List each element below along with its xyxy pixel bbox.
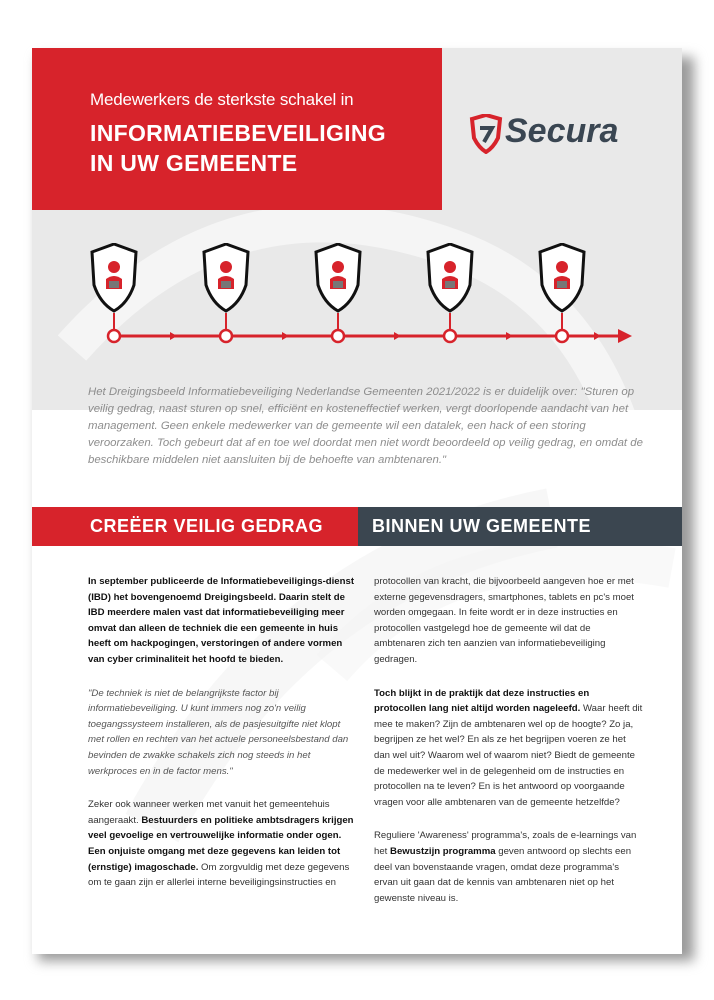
left-p3-bold: Bestuurders en politieke ambtsdragers krijgen veel gevoelige en vertrouwelijke informatie onder ogen. Een onjuiste omgang met deze gegevens kan leiden tot (ernstige) imagoschade. [88,814,354,873]
right-p3-start: Reguliere 'Awareness' programma's, zoals de e-learnings van het [374,830,637,857]
section-heading-right: BINNEN UW GEMEENTE [358,507,682,546]
timeline-step-4 [428,244,472,342]
header-red-block [32,48,442,210]
right-paragraph-3 [374,828,644,906]
secura-shield-logo-icon [469,114,503,154]
header-kicker: Medewerkers de sterkste schakel in [90,90,354,109]
left-p3-tail: Om zorgvuldig met deze gegevens om te gaan zijn er allerlei interne beveiligingsinstructies en [88,861,350,889]
timeline-step-2 [204,244,248,342]
secura-logo [469,110,649,154]
right-p3-end: geven antwoord op slechts een deel van bovenstaande vragen, omdat deze programma's ervan uit gaan dat de kennis van ambtenaren niet op het gewenste niveau is. [374,845,632,904]
header-title-line2: IN UW GEMEENTE [90,150,298,176]
timeline-step-5 [540,244,584,342]
timeline-step-1 [92,244,136,342]
left-paragraph-3 [88,797,358,891]
brochure-page [32,48,682,954]
left-paragraph-1: In september publiceerde de Informatiebeveiligings-dienst (IBD) het bovengenoemd Dreigingsbeeld. Daarin stelt de IBD meerdere malen vast dat informatiebeveiliging meer omvat dan alleen de techniek die een gemeente in huis heeft om hackpogingen, verstoringen of andere vormen van cyber criminaliteit het hoofd te bieden. [88,576,355,665]
left-quote: "De techniek is niet de belangrijkste factor bij informatiebeveiliging. U kunt immers nog zo'n veilig toegangssysteem installeren, als de pasjesuitgifte niet klopt met rollen en rechten van het actuele personeelsbestand dan bevinden de zwakke schakels zich nog steeds in het werkproces en in de factor mens." [88,687,349,777]
logo-wordmark: Secura [505,112,619,150]
right-p3-bold: Bewustzijn programma [390,845,496,857]
body-column-right [374,574,644,924]
section-heading-left: CREËER VEILIG GEDRAG [32,507,358,546]
left-p3-normal: Zeker ook wanneer werken met vanuit het gemeentehuis aangeraakt. [88,799,330,826]
right-paragraph-2 [374,686,644,811]
timeline-step-3 [316,244,360,342]
timeline-graphic [32,243,682,353]
right-p2-bold: Toch blijkt in de praktijk dat deze instructies en protocollen lang niet altijd worden nageleefd. [374,687,590,715]
right-p2-normal: Waar heeft dit mee te maken? Zijn de ambtenaren wel op de hoogte? Zo ja, begrijpen ze het wel? En als ze het begrijpen voeren ze het dan wel uit? Waarom wel of waarom niet? Biedt de gemeente de medewerker wel in de gelegenheid om de instructies en protocollen na te leven? En is het antwoord op voorgaande vragen voor alle ambtenaren van de gemeente hetzelfde? [374,703,643,808]
body-column-left [88,574,358,909]
header-title-line1: INFORMATIEBEVEILIGING [90,120,386,146]
right-paragraph-1: protocollen van kracht, die bijvoorbeeld aangeven hoe er met externe gegevensdragers, smartphones, tablets en pc's moet worden omgegaan. In feite wordt er in deze instructies en protocollen vastgelegd hoe de gemeente wil dat de ambtenaren zich ten aanzien van informatiebeveiliging gedragen. [374,576,634,665]
intro-quote: Het Dreigingsbeeld Informatiebeveiliging Nederlandse Gemeenten 2021/2022 is er duidelijk over: "Sturen op veilig gedrag, naast sturen op snel, efficiënt en kosteneffectief werken, vergt doorlopende aandacht van het management. Geen enkele medewerker van de gemeente wil een datalek, een hack of een storing veroorzaken. Toch gebeurt dat af en toe wel doordat men niet wordt beoordeeld op veilig gedrag, en omdat de beschikbare middelen niet aansluiten bij de behoefte van ambtenaren." [88,386,643,466]
